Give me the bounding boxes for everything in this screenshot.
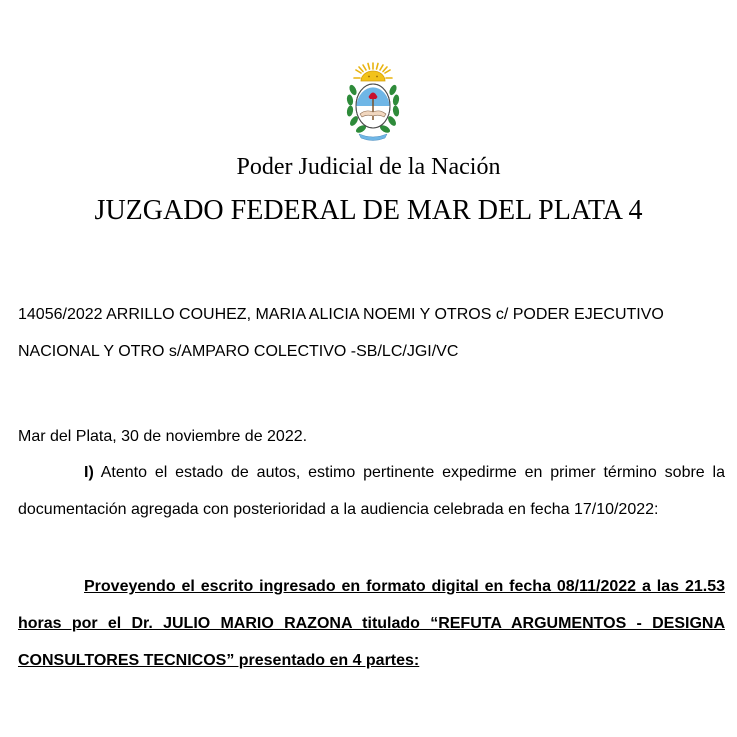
paragraph-ordinal: I) xyxy=(84,464,94,481)
coat-of-arms-seal xyxy=(344,60,402,144)
court-unit: JUZGADO FEDERAL DE MAR DEL PLATA 4 xyxy=(94,195,643,226)
provision-heading-text: Proveyendo el escrito ingresado en formato digital en fecha 08/11/2022 a las 21.53 horas por el Dr. JULIO MARIO RAZONA titulado “REFUTA ARGUMENTOS - DESIGNA CONSULTORES TECNICOS” presentado en 4 partes: xyxy=(18,578,725,669)
sun-icon xyxy=(354,63,392,81)
paragraph-text: Atento el estado de autos, estimo pertinente expedirme en primer término sobre la documentación agregada con posterioridad a la audiencia celebrada en fecha 17/10/2022: xyxy=(18,464,725,518)
case-caption: 14056/2022 ARRILLO COUHEZ, MARIA ALICIA NOEMI Y OTROS c/ PODER EJECUTIVO NACIONAL Y OTRO s/AMPARO COLECTIVO -SB/LC/JGI/VC xyxy=(18,306,664,360)
date-line: Mar del Plata, 30 de noviembre de 2022. xyxy=(18,428,308,445)
paragraph-1 xyxy=(18,454,725,528)
shield-icon xyxy=(356,84,390,128)
ribbon-icon xyxy=(359,134,387,141)
provision-heading xyxy=(18,568,725,679)
court-name: Poder Judicial de la Nación xyxy=(236,154,501,180)
